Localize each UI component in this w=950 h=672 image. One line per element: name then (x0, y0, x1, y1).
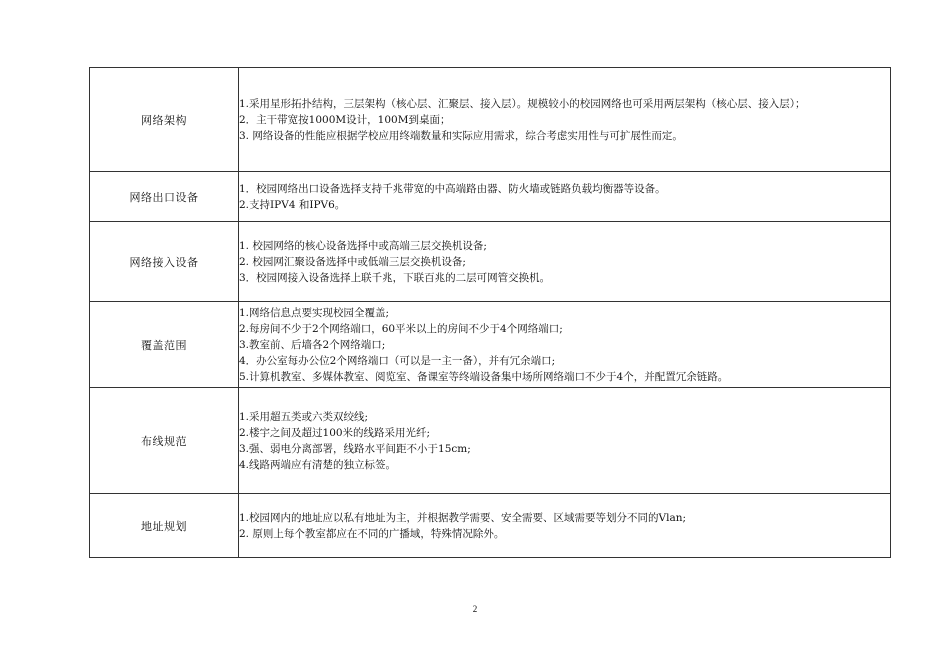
row-label: 网络出口设备 (90, 172, 239, 222)
content-line: 3. 网络设备的性能应根据学校应用终端数量和实际应用需求，综合考虑实用性与可扩展性而定。 (239, 129, 683, 142)
table-row (90, 388, 891, 494)
content-line: 1.采用星形拓扑结构，三层架构（核心层、汇聚层、接入层）。规模较小的校园网络也可采用两层架构（核心层、接入层）； (239, 97, 806, 110)
page-number: 2 (472, 604, 478, 614)
content-line: 2．主干带宽按1000M设计，100M到桌面； (239, 113, 451, 126)
row-content (239, 302, 891, 388)
row-label: 地址规划 (90, 494, 239, 558)
content-line: 2.支持IPV4 和IPV6。 (239, 198, 346, 211)
content-line: 1.校园网内的地址应以私有地址为主，并根据教学需要、安全需要、区域需要等划分不同的Vlan; (239, 511, 687, 524)
content-line: 3.强、弱电分离部署，线路水平间距不小于15cm; (239, 442, 471, 455)
row-content (239, 172, 891, 222)
content-line: 2.每房间不少于2个网络端口，60平米以上的房间不少于4个网络端口; (239, 322, 563, 335)
content-line: 2. 校园网汇聚设备选择中或低端三层交换机设备; (239, 255, 466, 268)
table-row (90, 68, 891, 172)
content-line: 4．办公室每办公位2个网络端口（可以是一主一备），并有冗余端口; (239, 354, 556, 367)
row-label: 网络架构 (90, 68, 239, 172)
row-label: 网络接入设备 (90, 222, 239, 302)
content-line: 1.网络信息点要实现校园全覆盖; (239, 306, 390, 319)
row-label: 布线规范 (90, 388, 239, 494)
content-line: 1. 校园网络的核心设备选择中或高端三层交换机设备; (239, 239, 487, 252)
spec-table-container (89, 67, 891, 558)
content-line: 2. 原则上每个教室都应在不同的广播域，特殊情况除外。 (239, 527, 505, 540)
content-line: 3.教室前、后墙各2个网络端口; (239, 338, 386, 351)
content-line: 3．校园网接入设备选择上联千兆，下联百兆的二层可网管交换机。 (239, 271, 551, 284)
content-line: 4.线路两端应有清楚的独立标签。 (239, 458, 397, 471)
table-row (90, 302, 891, 388)
row-content (239, 222, 891, 302)
content-line: 2.楼宇之间及超过100米的线路采用光纤; (239, 426, 431, 439)
table-row (90, 494, 891, 558)
row-content (239, 388, 891, 494)
row-label: 覆盖范围 (90, 302, 239, 388)
content-line: 1.采用超五类或六类双绞线; (239, 410, 369, 423)
network-spec-table (89, 67, 891, 558)
row-content (239, 68, 891, 172)
content-line: 5.计算机教室、多媒体教室、阅览室、备课室等终端设备集中场所网络端口不少于4个，并配置冗余链路。 (239, 370, 729, 383)
table-row (90, 172, 891, 222)
row-content (239, 494, 891, 558)
content-line: 1．校园网络出口设备选择支持千兆带宽的中高端路由器、防火墙或链路负载均衡器等设备。 (239, 182, 666, 195)
table-row (90, 222, 891, 302)
